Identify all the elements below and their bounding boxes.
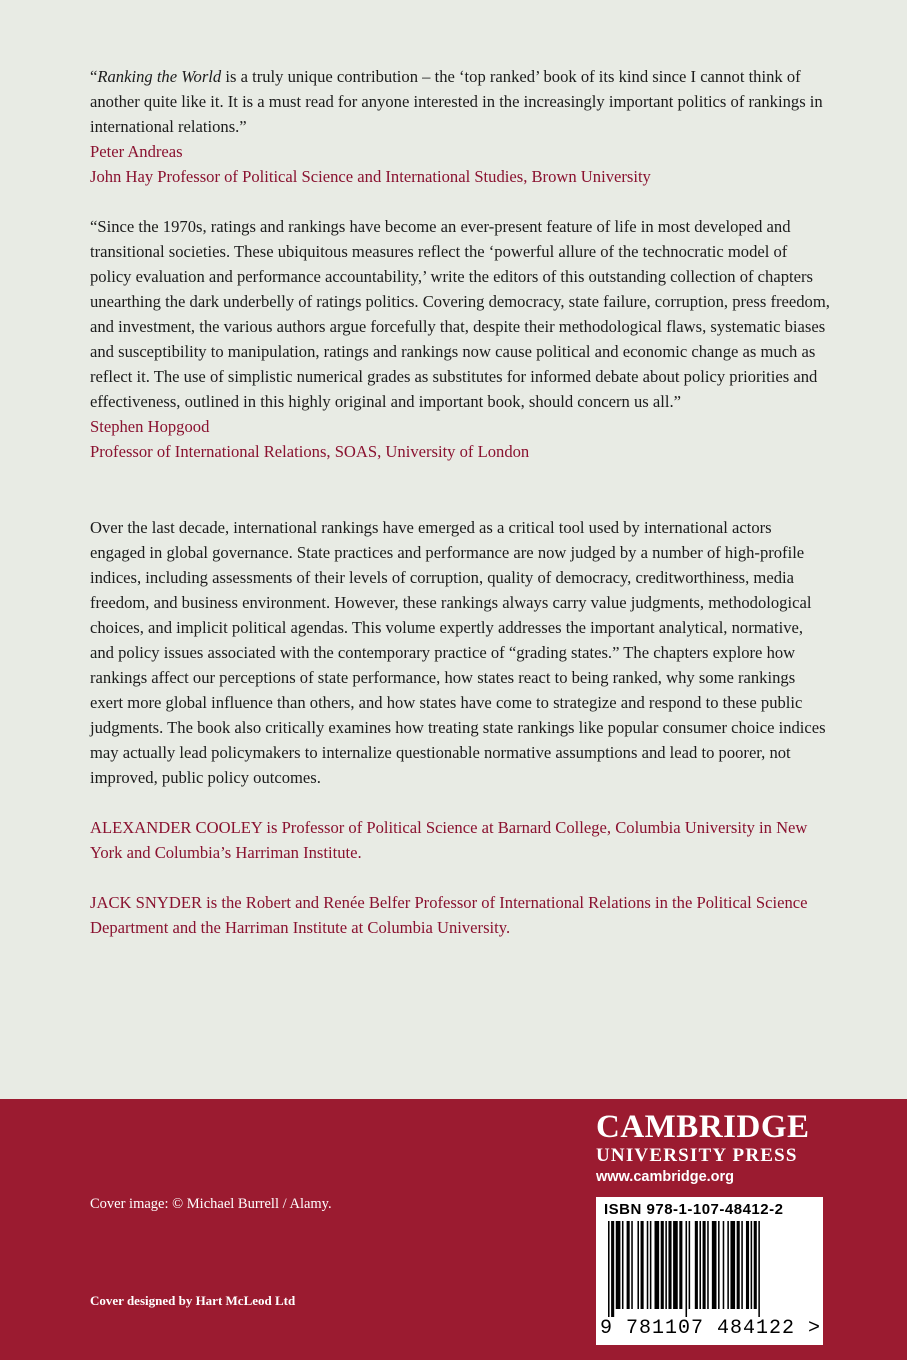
barcode-bar [637, 1221, 639, 1309]
barcode-bar [695, 1221, 698, 1309]
barcode-bar [622, 1221, 624, 1309]
barcode-bar [627, 1221, 630, 1309]
endorsement-quote-open: “ [90, 67, 98, 86]
barcode-bar [751, 1221, 753, 1309]
barcode-bar [608, 1221, 610, 1317]
barcode-bar [668, 1221, 671, 1309]
barcode-bar [661, 1221, 664, 1309]
barcode-bar [758, 1221, 760, 1317]
barcode-bar [712, 1221, 717, 1309]
cover-design-credit: Cover designed by Hart McLeod Ltd [90, 1293, 296, 1308]
barcode-bar [616, 1221, 621, 1309]
barcode-bar [737, 1221, 740, 1309]
endorsement-quote [90, 64, 830, 139]
barcode-bar [699, 1221, 701, 1309]
endorser-affiliation: Professor of International Relations, SOAS, University of London [90, 442, 530, 461]
barcode-bar [665, 1221, 667, 1309]
barcode-bar [611, 1221, 614, 1317]
endorser-name: Stephen Hopgood [90, 417, 210, 436]
barcode-bar [707, 1221, 709, 1309]
publisher-name: CAMBRIDGE [596, 1109, 810, 1145]
barcode-icon [604, 1221, 815, 1317]
barcode-bar [727, 1221, 729, 1309]
barcode-bar [650, 1221, 652, 1309]
barcode-bar [631, 1221, 633, 1309]
barcode-bar [686, 1221, 688, 1317]
barcode-number: 9 781107 484122 > [600, 1317, 822, 1340]
book-description: Over the last decade, international rankings have emerged as a critical tool used by international actors engaged in global governance. State practices and performance are now judged by a number of high-profile indices, including assessments of their levels of corruption, quality of democracy, creditworthiness, media freedom, and business environment. However, these rankings always carry value judgments, methodological choices, and implicit political agendas. This volume expertly addresses the important analytical, normative, and policy issues associated with the contemporary practice of “grading states.” The chapters explore how rankings affect our perceptions of state performance, how states react to being ranked, why some rankings exert more global influence than others, and how states have come to strategize and respond to these public judgments. The book also critically examines how treating state rankings like popular consumer choice indices may actually lead policymakers to internalize questionable normative assumptions and lead to poorer, not improved, public policy outcomes. [90, 518, 826, 787]
barcode-bar [746, 1221, 749, 1309]
barcode-bar [754, 1221, 757, 1309]
book-title-italic: Ranking the World [97, 67, 222, 86]
barcode-bar [741, 1221, 743, 1309]
back-cover-text [90, 64, 830, 940]
endorsement-quote: “Since the 1970s, ratings and rankings have become an ever-present feature of life in most developed and transitional societies. These ubiquitous measures reflect the ‘powerful allure of the technocratic model of policy evaluation and performance accountability,’ write the editors of this outstanding collection of chapters unearthing the dark underbelly of ratings politics. Covering democracy, state failure, corruption, press freedom, and investment, the various authors argue forcefully that, despite their methodological flaws, systematic biases and susceptibility to manipulation, ratings and rankings now cause political and economic change as much as reflect it. The use of simplistic numerical grades as substitutes for informed debate about policy priorities and effectiveness, outlined in this highly original and important book, should concern us all.” [90, 217, 830, 411]
publisher-band [0, 1099, 907, 1360]
barcode-bar [673, 1221, 678, 1309]
barcode-bar [655, 1221, 660, 1309]
publisher-subtitle: UNIVERSITY PRESS [596, 1145, 798, 1166]
barcode-bar [718, 1221, 720, 1309]
barcode-bar [647, 1221, 649, 1309]
endorser-name: Peter Andreas [90, 142, 183, 161]
barcode-bar [723, 1221, 725, 1309]
publisher-url[interactable]: www.cambridge.org [596, 1169, 735, 1185]
author-bio: JACK SNYDER is the Robert and Renée Belfer Professor of International Relations in the Political Science Department and the Harriman Institute at Columbia University. [90, 893, 808, 937]
endorsement-quote-rest: is a truly unique contribution – the ‘top ranked’ book of its kind since I cannot think of another quite like it. It is a must read for anyone interested in the increasingly important politics of rankings in international relations.” [90, 67, 823, 136]
barcode-bar [703, 1221, 706, 1309]
isbn-barcode [596, 1197, 823, 1345]
barcode-bar [689, 1221, 691, 1309]
cover-image-credit: Cover image: © Michael Burrell / Alamy. [90, 1196, 332, 1212]
author-bio: ALEXANDER COOLEY is Professor of Political Science at Barnard College, Columbia University in New York and Columbia’s Harriman Institute. [90, 818, 808, 862]
isbn-label: ISBN 978-1-107-48412-2 [604, 1201, 784, 1218]
endorser-affiliation: John Hay Professor of Political Science and International Studies, Brown University [90, 167, 651, 186]
publisher-logo [596, 1109, 826, 1185]
barcode-bar [641, 1221, 644, 1309]
barcode-bar [679, 1221, 682, 1309]
barcode-bar [730, 1221, 735, 1309]
